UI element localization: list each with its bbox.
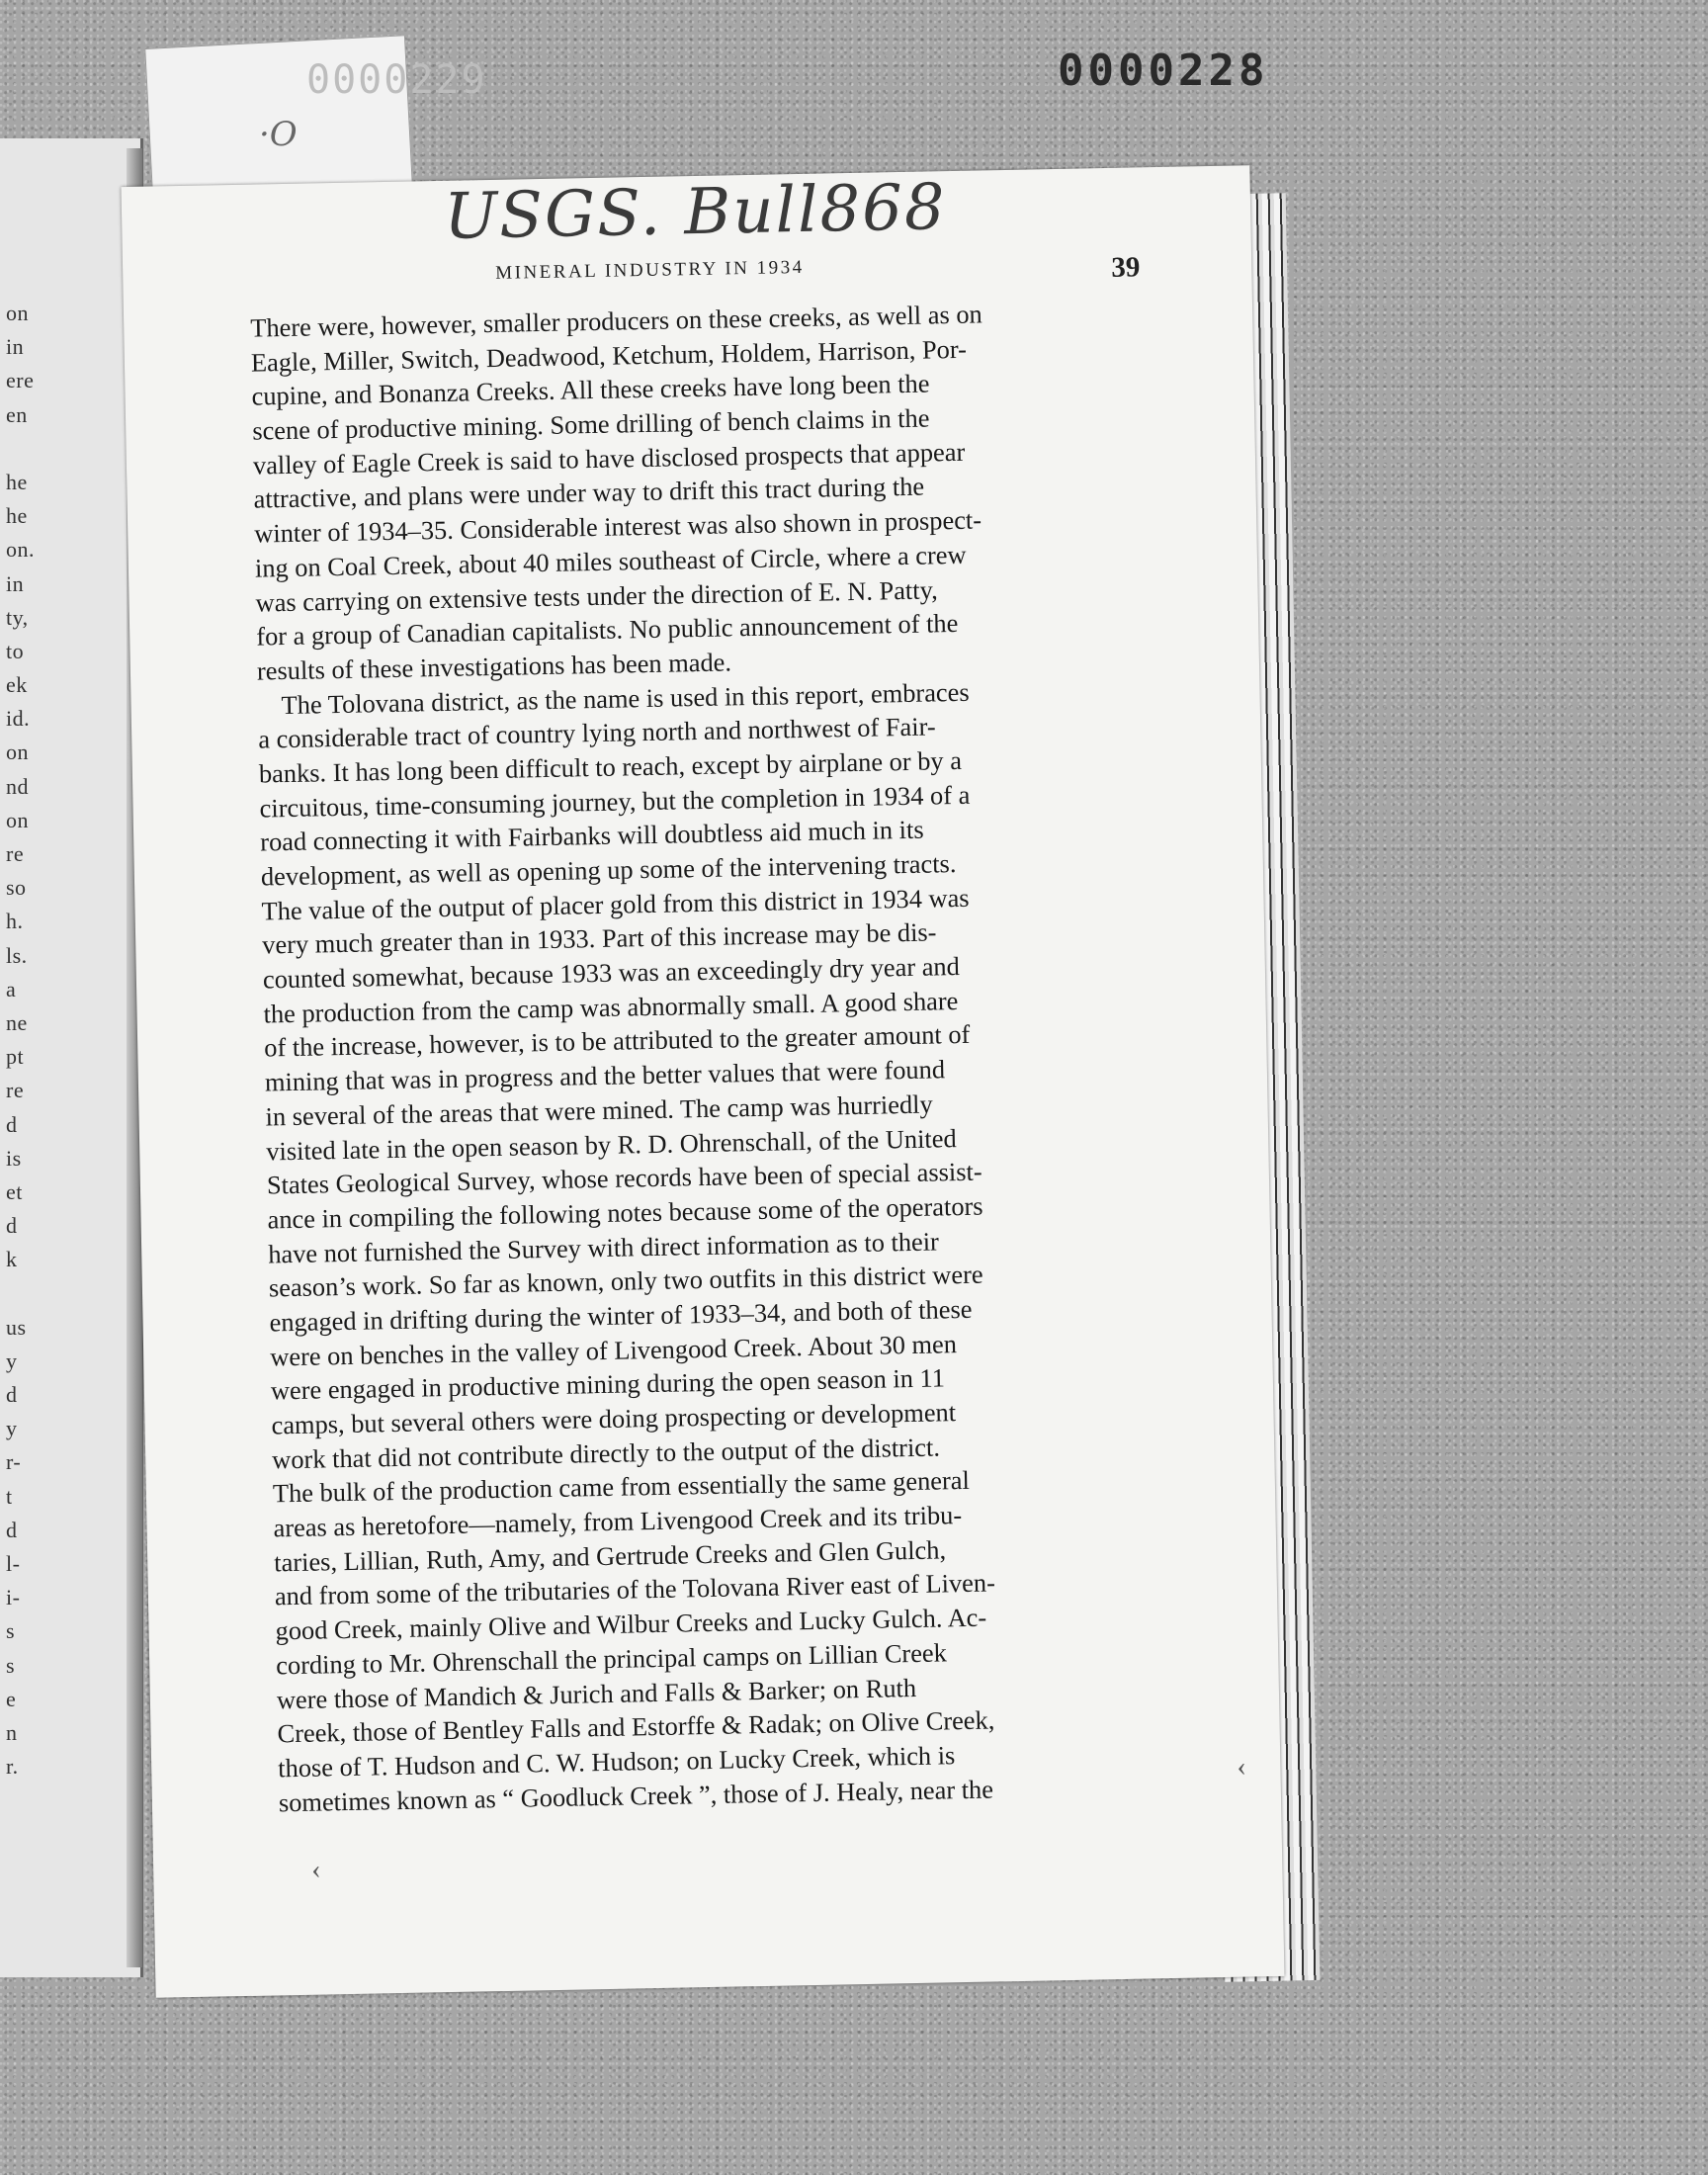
facing-page-text-fragments xyxy=(6,297,36,1784)
facing-page-fragment: y xyxy=(6,1348,18,1373)
body-text-line: very much greater than in 1933. Part of this increase may be dis- xyxy=(261,916,937,960)
body-text-line: scene of productive mining. Some drilling of bench claims in the xyxy=(251,402,930,446)
facing-page-fragment: s xyxy=(6,1618,16,1644)
facing-page-fragment: r- xyxy=(6,1449,22,1475)
body-text-line: Creek, those of Bentley Falls and Estorffe & Radak; on Olive Creek, xyxy=(277,1704,995,1749)
body-text-line: visited late in the open season by R. D. Ohrenschall, of the United xyxy=(265,1122,957,1166)
facing-page-fragment: d xyxy=(6,1213,18,1239)
facing-page-fragment xyxy=(6,1276,36,1310)
facing-page-fragment: ls. xyxy=(6,942,28,968)
body-text-line: for a group of Canadian capitalists. No public announcement of the xyxy=(255,608,959,652)
facing-page-fragment: so xyxy=(6,875,27,901)
body-text-line: development, as well as opening up some of the intervening tracts. xyxy=(260,848,957,892)
facing-page-fragment: y xyxy=(6,1416,18,1441)
body-text-line: There were, however, smaller producers on these creeks, as well as on xyxy=(249,299,982,343)
body-text-line: circuitous, time-consuming journey, but the completion in 1934 of a xyxy=(259,779,971,824)
tab-faded-number: 0000229 xyxy=(306,57,487,103)
body-text-line: road connecting it with Fairbanks will doubtless aid much in its xyxy=(259,814,924,857)
facing-page-fragment: he xyxy=(6,469,28,494)
facing-page-fragment: s xyxy=(6,1652,16,1678)
facing-page-fragment: t xyxy=(6,1483,13,1509)
body-text-line: and from some of the tributaries of the Tolovana River east of Liven- xyxy=(274,1567,996,1611)
facing-page-fragment: is xyxy=(6,1145,22,1171)
body-text-line: banks. It has long been difficult to reach, except by airplane or by a xyxy=(258,744,963,789)
facing-page-fragment: n xyxy=(6,1719,18,1745)
facing-page-fragment: d xyxy=(6,1382,18,1407)
facing-page-fragment: re xyxy=(6,841,25,866)
body-text-line: results of these investigations has been made. xyxy=(256,647,732,686)
body-text-line: mining that was in progress and the better values that were found xyxy=(264,1054,946,1097)
body-text-line: of the increase, however, is to be attributed to the greater amount of xyxy=(263,1019,971,1063)
body-text-line: good Creek, mainly Olive and Wilbur Creeks and Lucky Gulch. Ac- xyxy=(275,1602,987,1646)
facing-page-fragment: on xyxy=(6,740,29,765)
body-text-line: were on benches in the valley of Livengood Creek. About 30 men xyxy=(269,1328,958,1372)
facing-page-fragment: en xyxy=(6,401,28,427)
body-text-line: cupine, and Bonanza Creeks. All these creeks have long been the xyxy=(251,368,930,412)
facing-page-fragment: ek xyxy=(6,672,28,698)
book-page xyxy=(122,165,1285,1998)
body-text xyxy=(250,294,1174,1819)
facing-page-fragment: on. xyxy=(6,537,35,563)
facing-page-fragment: d xyxy=(6,1517,18,1542)
body-text-line: those of T. Hudson and C. W. Hudson; on Lucky Creek, which is xyxy=(277,1740,956,1784)
body-text-line: taries, Lillian, Ruth, Amy, and Gertrude Creeks and Glen Gulch, xyxy=(273,1534,947,1578)
margin-tick-mark: ‹ xyxy=(310,1854,321,1885)
body-text-line: States Geological Survey, whose records have been of special assist- xyxy=(266,1156,982,1200)
facing-page-fragment: l- xyxy=(6,1550,21,1576)
facing-page-fragment: ere xyxy=(6,368,35,393)
body-text-line: camps, but several others were doing prospecting or development xyxy=(271,1397,957,1440)
facing-page-fragment: ty, xyxy=(6,604,29,630)
body-text-line: ance in compiling the following notes because some of the operators xyxy=(267,1190,983,1235)
body-text-line: The Tolovana district, as the name is used in this report, embraces xyxy=(281,676,970,720)
body-text-line: winter of 1934–35. Considerable interest was also shown in prospect- xyxy=(253,504,982,549)
facing-page-fragment: r. xyxy=(6,1754,19,1780)
body-text-line: counted somewhat, because 1933 was an exceedingly dry year and xyxy=(262,951,961,995)
body-text-line: have not furnished the Survey with direct information as to their xyxy=(267,1226,940,1269)
body-text-line: cording to Mr. Ohrenschall the principal camps on Lillian Creek xyxy=(275,1637,948,1681)
facing-page-fragment: re xyxy=(6,1078,25,1103)
facing-page-fragment: in xyxy=(6,570,25,596)
document-stamp-number: 0000228 xyxy=(1058,45,1269,96)
body-text-line: work that did not contribute directly to the output of the district. xyxy=(271,1432,941,1475)
facing-page-fragment xyxy=(6,432,36,466)
facing-page-fragment: on xyxy=(6,807,29,832)
facing-page-fragment: us xyxy=(6,1314,27,1340)
facing-page-fragment: i- xyxy=(6,1585,21,1610)
body-text-line: were engaged in productive mining during the open season in 11 xyxy=(270,1362,946,1406)
body-text-line: the production from the camp was abnormally small. A good share xyxy=(263,985,959,1029)
facing-page-fragment: et xyxy=(6,1178,23,1204)
running-head: MINERAL INDUSTRY IN 1934 xyxy=(495,256,805,284)
body-text-line: sometimes known as “ Goodluck Creek ”, those of J. Healy, near the xyxy=(278,1774,994,1817)
tab-handwritten-mark: ·O xyxy=(259,115,298,154)
body-text-line: Eagle, Miller, Switch, Deadwood, Ketchum, Holdem, Harrison, Por- xyxy=(250,333,968,378)
body-text-line: ing on Coal Creek, about 40 miles southeast of Circle, where a crew xyxy=(254,539,967,583)
facing-page-fragment: h. xyxy=(6,909,24,934)
facing-page-fragment: he xyxy=(6,503,28,529)
body-text-line: engaged in drifting during the winter of 1933–34, and both of these xyxy=(269,1293,973,1338)
facing-page-fragment: e xyxy=(6,1686,17,1711)
margin-tick-mark: ‹ xyxy=(1237,1751,1247,1783)
facing-page-fragment: id. xyxy=(6,706,31,732)
facing-page-fragment: pt xyxy=(6,1044,25,1070)
body-text-line: was carrying on extensive tests under the direction of E. N. Patty, xyxy=(255,573,938,618)
facing-page-fragment: nd xyxy=(6,773,29,799)
facing-page-fragment: in xyxy=(6,334,25,360)
facing-page-fragment: to xyxy=(6,638,25,663)
facing-page-fragment: a xyxy=(6,976,17,1001)
facing-page-fragment: d xyxy=(6,1111,18,1137)
body-text-line: were those of Mandich & Jurich and Falls & Barker; on Ruth xyxy=(276,1672,917,1714)
facing-page-fragment: k xyxy=(6,1247,18,1272)
body-text-line: The value of the output of placer gold from this district in 1934 was xyxy=(261,882,970,926)
body-text-line: areas as heretofore—namely, from Livengood Creek and its tribu- xyxy=(273,1500,963,1543)
body-text-line: season’s work. So far as known, only two outfits in this district were xyxy=(268,1259,983,1303)
facing-page-fragment: on xyxy=(6,301,29,325)
handwritten-bulletin-label: USGS. Bull868 xyxy=(443,171,948,254)
page-number: 39 xyxy=(1110,251,1141,284)
body-text-line: The bulk of the production came from essentially the same general xyxy=(272,1465,971,1509)
body-text-line: attractive, and plans were under way to drift this tract during the xyxy=(253,472,925,515)
body-text-line: valley of Eagle Creek is said to have disclosed prospects that appear xyxy=(252,436,966,480)
body-text-line: a considerable tract of country lying north and northwest of Fair- xyxy=(257,711,936,754)
body-text-line: in several of the areas that were mined. The camp was hurriedly xyxy=(265,1088,933,1132)
facing-page-fragment: ne xyxy=(6,1009,28,1035)
